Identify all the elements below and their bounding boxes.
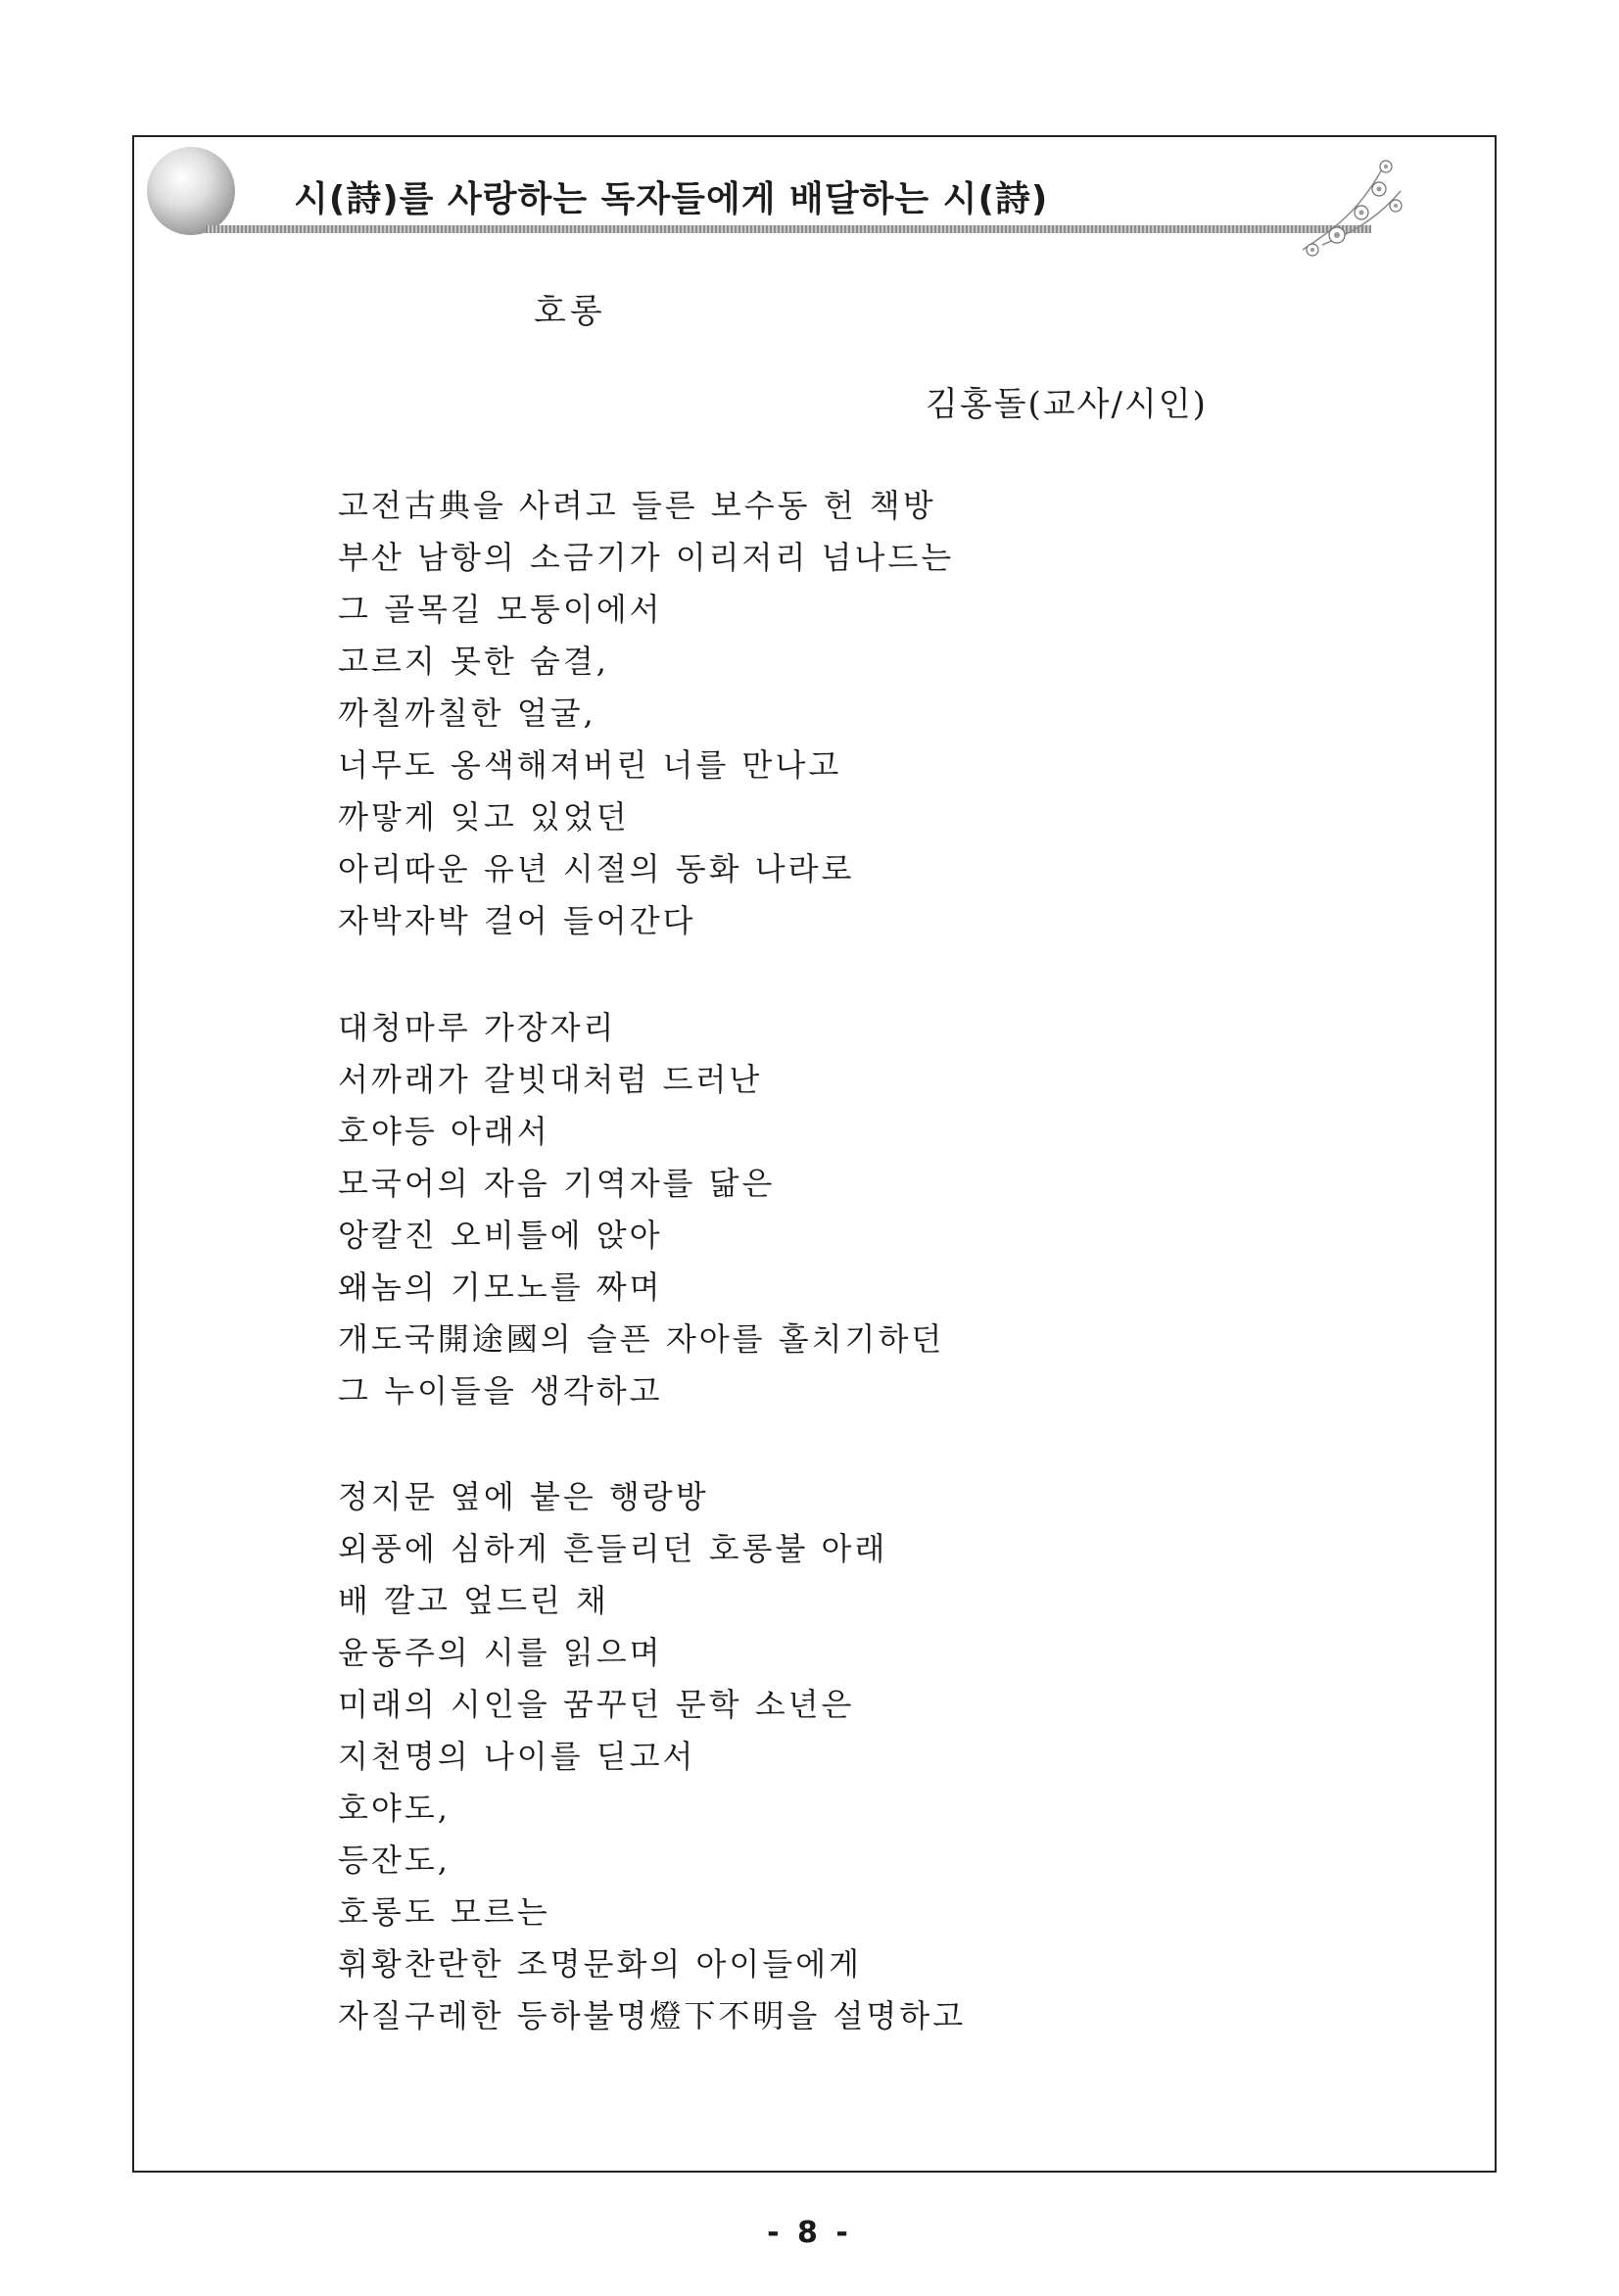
poem-line: 까칠까칠한 얼굴, [338, 694, 596, 732]
poem-line: 까맣게 잊고 있었던 [338, 798, 630, 836]
poem-line: 정지문 옆에 붙은 행랑방 [338, 1478, 709, 1515]
poem-line: 왜놈의 기모노를 짜며 [338, 1268, 663, 1306]
poem-line: 고르지 못한 숨결, [338, 643, 609, 680]
stanza-2 [338, 1002, 944, 1417]
stanza-1 [338, 480, 954, 947]
poem-line: 윤동주의 시를 읽으며 [338, 1634, 663, 1671]
poem-line: 아리따운 유년 시절의 동화 나라로 [338, 850, 855, 887]
poem-line: 그 골목길 모퉁이에서 [338, 591, 663, 628]
poem-line: 호야등 아래서 [338, 1113, 550, 1150]
poem-line: 부산 남항의 소금기가 이리저리 넘나드는 [338, 539, 955, 576]
poem-line: 자질구레한 등하불명燈下不明을 설명하고 [338, 1997, 967, 2034]
poem-line: 고전古典을 사려고 들른 보수동 헌 책방 [338, 487, 936, 524]
poem-title: 호롱 [534, 292, 606, 331]
poem-line: 대청마루 가장자리 [338, 1009, 617, 1046]
poem-line: 지천명의 나이를 딛고서 [338, 1738, 696, 1775]
page-number: - 8 - [767, 2216, 852, 2250]
poem-line: 개도국開途國의 슬픈 자아를 홀치기하던 [338, 1320, 945, 1358]
poem-line: 자박자박 걸어 들어간다 [338, 902, 696, 939]
poem-line: 외풍에 심하게 흔들리던 호롱불 아래 [338, 1530, 888, 1567]
poem-line: 그 누이들을 생각하고 [338, 1372, 663, 1410]
stanza-3 [338, 1471, 966, 2042]
poem-line: 배 깔고 엎드린 채 [338, 1582, 609, 1619]
poem-line: 호야도, [338, 1790, 451, 1827]
poem-line: 서까래가 갈빗대처럼 드러난 [338, 1061, 763, 1098]
poem-line: 모국어의 자음 기역자를 닮은 [338, 1165, 776, 1202]
poem-line: 등잔도, [338, 1842, 451, 1879]
poem-line: 너무도 옹색해져버린 너를 만나고 [338, 746, 842, 784]
poem-author: 김홍돌(교사/시인) [926, 385, 1208, 424]
poem-line: 호롱도 모르는 [338, 1893, 550, 1931]
header-orb-decoration [147, 147, 235, 235]
header-banner [147, 147, 1410, 245]
poem-line: 앙칼진 오비틀에 앉아 [338, 1217, 663, 1254]
header-title: 시(詩)를 사랑하는 독자들에게 배달하는 시(詩) [294, 179, 1049, 219]
poem-line: 휘황찬란한 조명문화의 아이들에게 [338, 1945, 863, 1983]
header-divider [206, 225, 1371, 233]
poem-line: 미래의 시인을 꿈꾸던 문학 소년은 [338, 1686, 855, 1723]
flower-icon [1293, 152, 1410, 264]
